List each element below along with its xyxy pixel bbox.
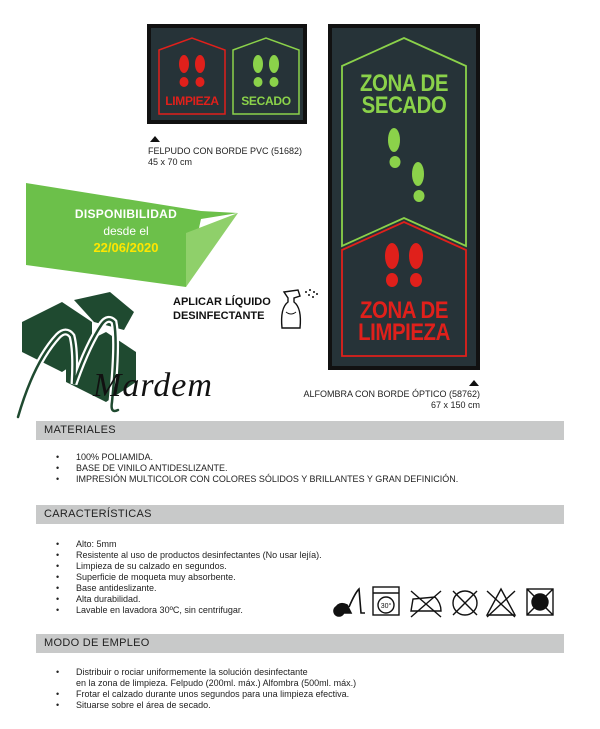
spray-bottle-icon (276, 282, 320, 332)
large-mat-caption-name: ALFOMBRA CON BORDE ÓPTICO (58762) (303, 389, 480, 399)
small-mat-caption-size: 45 x 70 cm (148, 157, 193, 167)
small-doormat-image (147, 24, 307, 124)
brand-name: Mardem (93, 367, 213, 404)
apply-line1: APLICAR LÍQUIDO (173, 296, 271, 308)
large-mat-bottom-line2: LIMPIEZA (358, 319, 450, 346)
small-mat-drying-zone (231, 36, 301, 116)
list-item: • 100% POLIAMIDA. (56, 452, 458, 463)
large-mat-bottom-line1: ZONA DE (359, 297, 449, 324)
no-tumble-dry-icon (527, 589, 553, 615)
list-item-line1: • Distribuir o rociar uniformemente la solución desinfectante (76, 667, 308, 677)
availability-since: desde el (103, 224, 149, 238)
large-mat-top-line1: ZONA DE (359, 70, 449, 97)
availability-title: DISPONIBILIDAD (74, 207, 178, 221)
machine-wash-icon (373, 587, 399, 615)
large-mat-caption-size: 67 x 150 cm (430, 400, 480, 410)
vacuum-cleaner-icon (334, 589, 365, 616)
materiales-list (56, 452, 458, 485)
large-mat-image (328, 24, 480, 370)
red-footprints-icon (385, 243, 423, 287)
list-item: • Superficie de moqueta muy absorbente. (56, 572, 322, 583)
no-ironing-icon (411, 591, 441, 617)
availability-date: 22/06/2020 (93, 240, 159, 255)
list-item: • Base antideslizante. (56, 583, 322, 594)
list-item: • Resistente al uso de productos desinfectantes (No usar lejía). (56, 550, 322, 561)
large-mat-caption (286, 389, 480, 411)
large-mat-drying-zone-title (343, 70, 465, 119)
list-item: • Lavable en lavadora 30ºC, sin centrifugar. (56, 605, 322, 616)
small-mat-caption-name: FELPUDO CON BORDE PVC (51682) (148, 146, 303, 156)
list-item (56, 667, 356, 689)
list-item: • BASE DE VINILO ANTIDESLIZANTE. (56, 463, 458, 474)
list-item: • Situarse sobre el área de secado. (56, 700, 356, 711)
no-bleach-icon (487, 589, 515, 617)
no-dry-clean-icon (453, 591, 477, 615)
list-item: • Limpieza de su calzado en segundos. (56, 561, 322, 572)
list-item: • IMPRESIÓN MULTICOLOR CON COLORES SÓLIDOS Y BRILLANTES Y GRAN DEFINICIÓN. (56, 474, 458, 485)
small-mat-limpieza-label: LIMPIEZA (165, 94, 219, 108)
section-modo-empleo-header: MODO DE EMPLEO (36, 634, 564, 653)
list-item: • Alto: 5mm (56, 539, 322, 550)
modo-empleo-list (56, 667, 356, 711)
section-materiales-header: MATERIALES (36, 421, 564, 440)
small-mat-cleaning-zone (157, 36, 227, 116)
care-icons-row (331, 583, 559, 619)
mardem-logo (14, 292, 214, 427)
large-mat-top-line2: SECADO (361, 92, 447, 119)
small-mat-caption (148, 146, 302, 168)
wash-temperature-label: 30° (380, 603, 392, 610)
large-mat-cleaning-zone-title (343, 297, 465, 346)
list-item: • Frotar el calzado durante unos segundos para una limpieza efectiva. (56, 689, 356, 700)
large-mat-pointer-icon (469, 380, 479, 386)
section-caracteristicas-header: CARACTERÍSTICAS (36, 505, 564, 524)
list-item: • Alta durabilidad. (56, 594, 322, 605)
list-item-line2: en la zona de limpieza. Felpudo (200ml. máx.) Alfombra (500ml. máx.) (76, 678, 357, 688)
caracteristicas-list (56, 539, 322, 616)
small-mat-pointer-icon (150, 136, 160, 142)
green-footprints-icon (388, 128, 425, 202)
small-mat-secado-label: SECADO (241, 94, 291, 108)
availability-banner (26, 183, 238, 287)
apply-line2: DESINFECTANTE (173, 310, 265, 322)
